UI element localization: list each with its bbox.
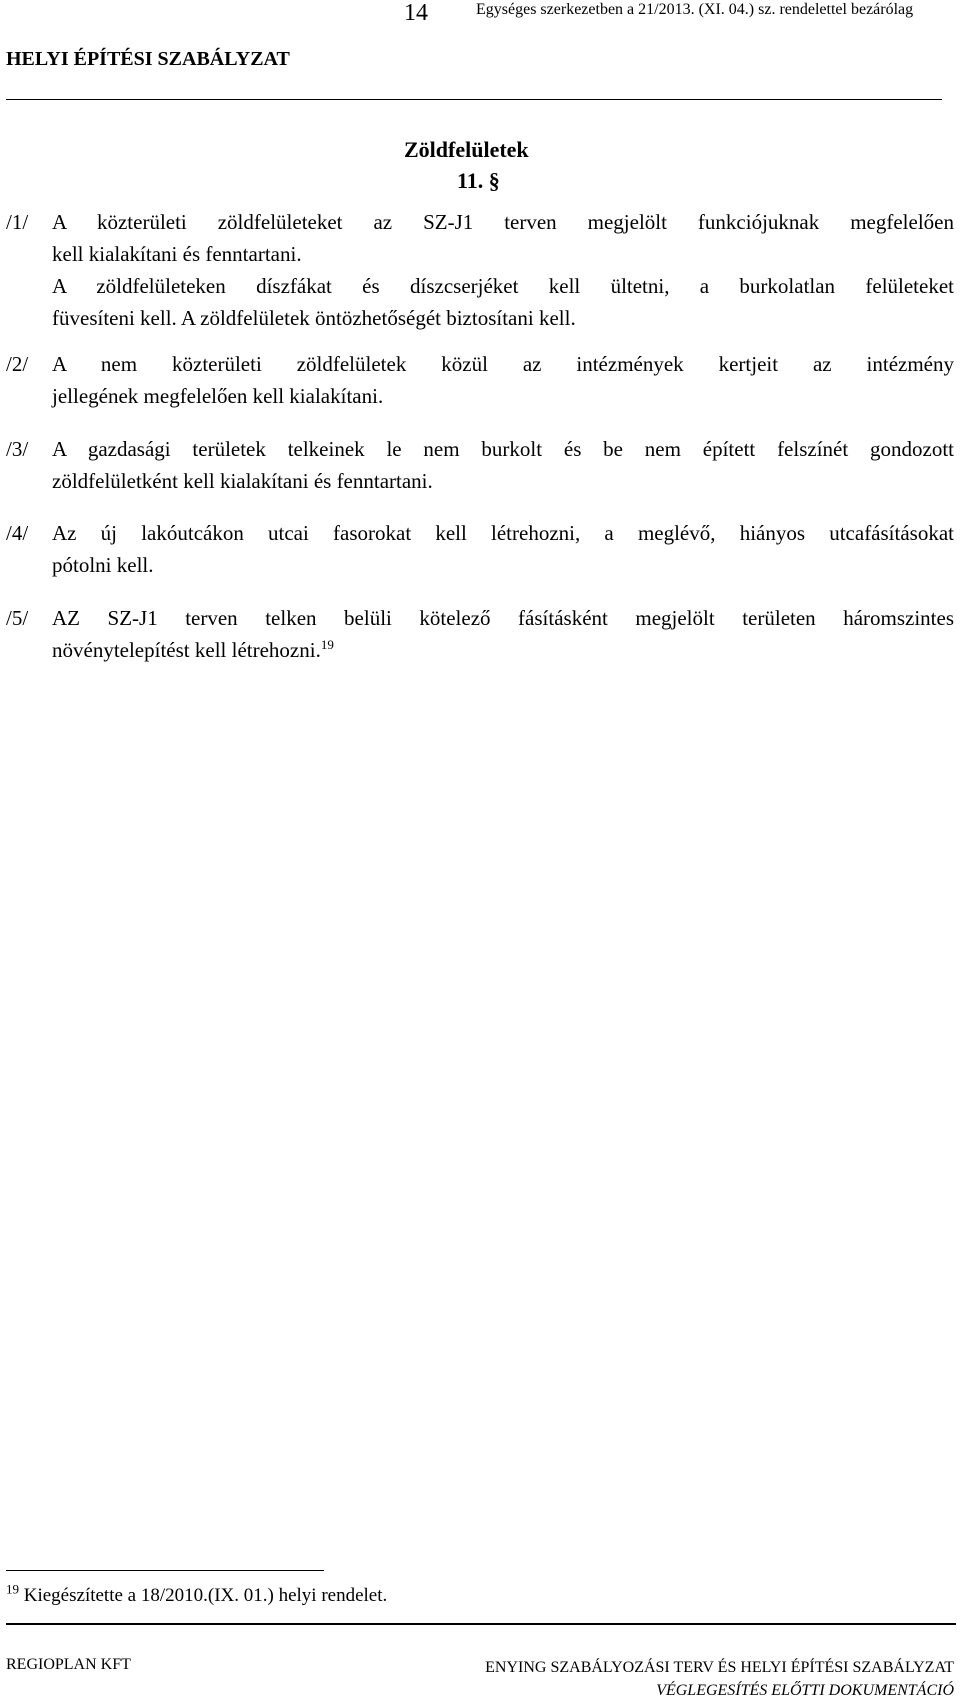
paragraph-line: zöldfelületként kell kialakítani és fenntartani. — [52, 469, 433, 493]
footnote-text: Kiegészítette a 18/2010.(IX. 01.) helyi rendelet. — [23, 1585, 388, 1606]
footer-plan-title: ENYING SZABÁLYOZÁSI TERV ÉS HELYI ÉPÍTÉSI SZABÁLYZAT — [485, 1659, 954, 1676]
paragraph-line: pótolni kell. — [52, 553, 154, 577]
paragraph-text — [52, 206, 954, 334]
paragraph-line: A nem közterületi zöldfelületek közül az intézmények kertjeit az intézmény — [52, 352, 954, 376]
paragraph-line: A gazdasági területek telkeinek le nem burkolt és be nem épített felszínét gondozott — [52, 437, 954, 461]
paragraph-line: jellegének megfelelően kell kialakítani. — [52, 384, 384, 408]
footer-status: VÉGLEGESÍTÉS ELŐTTI DOKUMENTÁCIÓ — [656, 1682, 954, 1699]
paragraph-line: AZ SZ-J1 terven telken belüli kötelező fásításként megjelölt területen háromszintes — [52, 606, 954, 630]
paragraph-marker: /4/ — [6, 521, 29, 545]
paragraph-text — [52, 433, 954, 497]
paragraph-text — [52, 348, 954, 412]
paragraph-2 — [6, 348, 954, 412]
footer-divider — [6, 1623, 956, 1625]
paragraph-marker: /3/ — [6, 437, 29, 461]
paragraph-5 — [6, 602, 954, 666]
paragraph-3 — [6, 433, 954, 497]
paragraph-1 — [6, 206, 954, 334]
paragraph-marker: /2/ — [6, 352, 29, 376]
paragraph-line: füvesíteni kell. A zöldfelületek öntözhetőségét biztosítani kell. — [52, 306, 576, 330]
footnote-number: 19 — [6, 1581, 19, 1597]
footnote-divider — [6, 1570, 324, 1571]
consolidation-note: Egységes szerkezetben a 21/2013. (XI. 04.) sz. rendelettel bezárólag — [476, 1, 914, 18]
footer-document-info — [485, 1656, 954, 1702]
page-number: 14 — [404, 0, 428, 26]
paragraph-text — [52, 602, 954, 666]
footnote-reference[interactable]: 19 — [320, 637, 334, 652]
footer-company: REGIOPLAN KFT — [6, 1656, 131, 1673]
paragraph-line: Az új lakóutcákon utcai fasorokat kell létrehozni, a meglévő, hiányos utcafásításokat — [52, 521, 954, 545]
header-divider — [6, 99, 942, 100]
paragraph-line: A közterületi zöldfelületeket az SZ-J1 terven megjelölt funkciójuknak megfelelően — [52, 210, 954, 234]
paragraph-marker: /5/ — [6, 606, 29, 630]
section-title: Zöldfelületek — [404, 137, 529, 162]
paragraph-line-with-ref — [52, 634, 954, 666]
paragraph-line: kell kialakítani és fenntartani. — [52, 242, 302, 266]
paragraph-line: A zöldfelületeken díszfákat és díszcserjéket kell ültetni, a burkolatlan felületeket — [52, 274, 954, 298]
section-number: 11. § — [457, 168, 500, 193]
paragraph-marker: /1/ — [6, 210, 29, 234]
paragraph-4 — [6, 517, 954, 581]
paragraph-text — [52, 517, 954, 581]
paragraph-line: növénytelepítést kell létrehozni. — [52, 638, 321, 662]
document-title: HELYI ÉPÍTÉSI SZABÁLYZAT — [6, 48, 290, 70]
footnote — [6, 1581, 388, 1607]
